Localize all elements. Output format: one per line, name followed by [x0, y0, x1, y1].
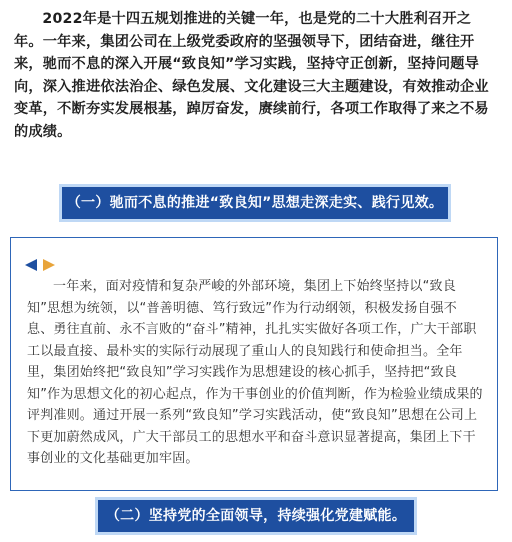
section-1-card	[10, 237, 498, 491]
double-arrow-icon	[25, 258, 55, 272]
section-1-body: 一年来，面对疫情和复杂严峻的外部环境，集团上下始终坚持以“致良知”思想为统领，以“普善明德、笃行致远”作为行动纲领，积极发扬自强不息、勇往直前、永不言败的“奋斗”精神，扎扎实实做好各项工作，广大干部职工以最直接、最朴实的实际行动展现了重山人的良知践行和使命担当。全年里，集团始终把“致良知”学习实践作为思想建设的核心抓手，坚持把“致良知”作为思想文化的初心起点，作为干事创业的价值判断，作为检验业绩成果的评判准则。通过开展一系列“致良知”学习实践活动，使“致良知”思想在公司上下更加蔚然成风，广大干部员工的思想水平和奋斗意识显著提高，集团上下干事创业的文化基础更加牢固。	[27, 279, 483, 466]
section-2-title-banner	[98, 500, 414, 532]
section-1-title-banner	[62, 187, 448, 219]
intro-paragraph: 2022年是十四五规划推进的关键一年，也是党的二十大胜利召开之年。一年来，集团公司在上级党委政府的坚强领导下，团结奋进，继往开来，驰而不息的深入开展“致良知”学习实践，坚持守正创新，坚持问题导向，深入推进依法治企、绿色发展、文化建设三大主题建设，有效推动企业变革，不断夯实发展根基，踔厉奋发，赓续前行，各项工作取得了来之不易的成绩。	[14, 11, 489, 140]
section-2-title: （二）坚持党的全面领导，持续强化党建赋能。	[105, 508, 407, 524]
section-1-title: （一）驰而不息的推进“致良知”思想走深走实、践行见效。	[66, 195, 444, 211]
